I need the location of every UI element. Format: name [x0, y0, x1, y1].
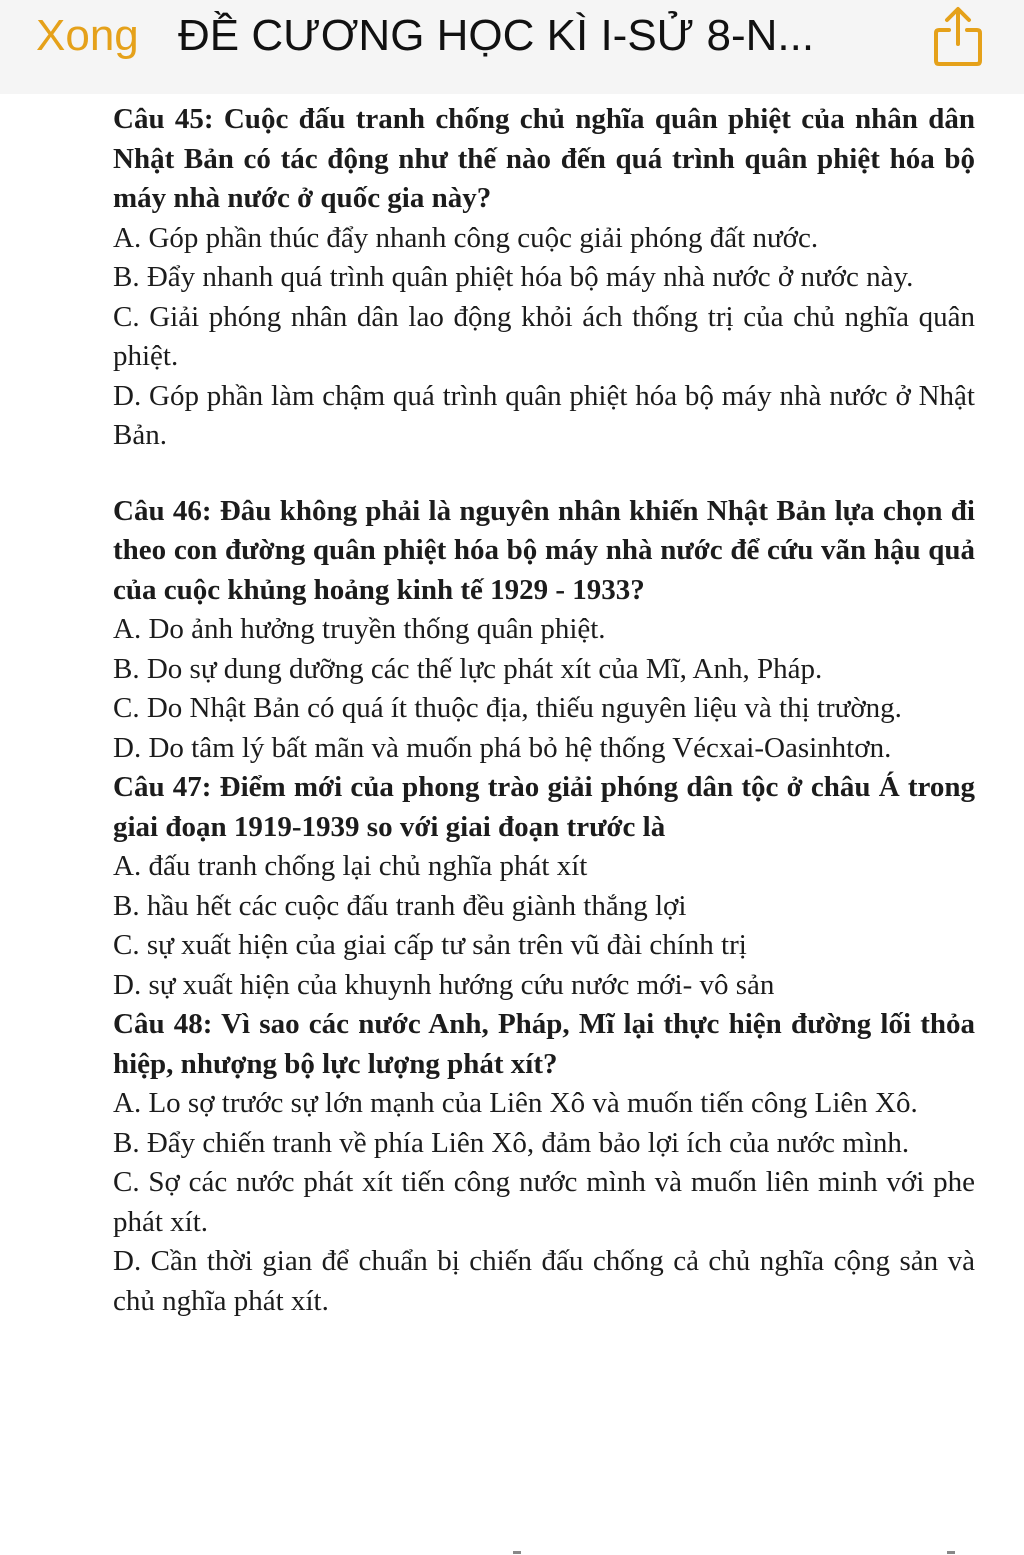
question-title: Câu 46: Đâu không phải là nguyên nhân khiến Nhật Bản lựa chọn đi theo con đường quân phiệt hóa bộ máy nhà nước để cứu vãn hậu quả của cuộc khủng hoảng kinh tế 1929 - 1933? — [113, 494, 975, 606]
question-title: Câu 47: Điểm mới của phong trào giải phóng dân tộc ở châu Á trong giai đoạn 1919-1939 so với giai đoạn trước là — [113, 771, 975, 843]
option-b: B. Do sự dung dưỡng các thế lực phát xít của Mĩ, Anh, Pháp. — [113, 652, 823, 685]
option-c: C. Sợ các nước phát xít tiến công nước mình và muốn liên minh với phe phát xít. — [113, 1166, 975, 1238]
option-b: B. Đẩy chiến tranh về phía Liên Xô, đảm bảo lợi ích của nước mình. — [113, 1126, 910, 1159]
option-c: C. Giải phóng nhân dân lao động khỏi ách thống trị của chủ nghĩa quân phiệt. — [113, 300, 975, 372]
share-icon — [928, 4, 988, 68]
option-d: D. Góp phần làm chậm quá trình quân phiệt hóa bộ máy nhà nước ở Nhật Bản. — [113, 379, 975, 451]
option-b: B. hầu hết các cuộc đấu tranh đều giành thắng lợi — [113, 889, 687, 922]
option-a: A. Do ảnh hưởng truyền thống quân phiệt. — [113, 613, 606, 645]
question-45 — [113, 100, 975, 456]
document-content — [113, 100, 975, 1321]
page-edge-marks — [0, 1548, 1024, 1555]
document-title: ĐỀ CƯƠNG HỌC KÌ I-SỬ 8-N... — [178, 11, 815, 60]
question-title: Câu 45: Cuộc đấu tranh chống chủ nghĩa quân phiệt của nhân dân Nhật Bản có tác động như thế nào đến quá trình quân phiệt hóa bộ máy nhà nước ở quốc gia này? — [113, 103, 975, 214]
option-c: C. Do Nhật Bản có quá ít thuộc địa, thiếu nguyên liệu và thị trường. — [113, 692, 902, 724]
option-d: D. Do tâm lý bất mãn và muốn phá bỏ hệ thống Vécxai-Oasinhtơn. — [113, 731, 892, 764]
navigation-bar — [0, 0, 1024, 94]
option-d: D. sự xuất hiện của khuynh hướng cứu nước mới- vô sản — [113, 968, 775, 1001]
option-a: A. Góp phần thúc đẩy nhanh công cuộc giải phóng đất nước. — [113, 221, 819, 254]
option-d: D. Cần thời gian để chuẩn bị chiến đấu chống cả chủ nghĩa cộng sản và chủ nghĩa phát xít. — [113, 1245, 975, 1317]
question-46 — [113, 492, 975, 769]
question-48 — [113, 1005, 975, 1321]
option-c: C. sự xuất hiện của giai cấp tư sản trên vũ đài chính trị — [113, 929, 747, 961]
question-title: Câu 48: Vì sao các nước Anh, Pháp, Mĩ lại thực hiện đường lối thỏa hiệp, nhượng bộ lực lượng phát xít? — [113, 1008, 975, 1080]
option-a: A. đấu tranh chống lại chủ nghĩa phát xít — [113, 850, 588, 882]
share-button[interactable] — [928, 4, 988, 68]
option-b: B. Đẩy nhanh quá trình quân phiệt hóa bộ máy nhà nước ở nước này. — [113, 261, 914, 293]
question-47 — [113, 768, 975, 1005]
option-a: A. Lo sợ trước sự lớn mạnh của Liên Xô và muốn tiến công Liên Xô. — [113, 1087, 918, 1119]
done-button[interactable]: Xong — [36, 11, 139, 60]
